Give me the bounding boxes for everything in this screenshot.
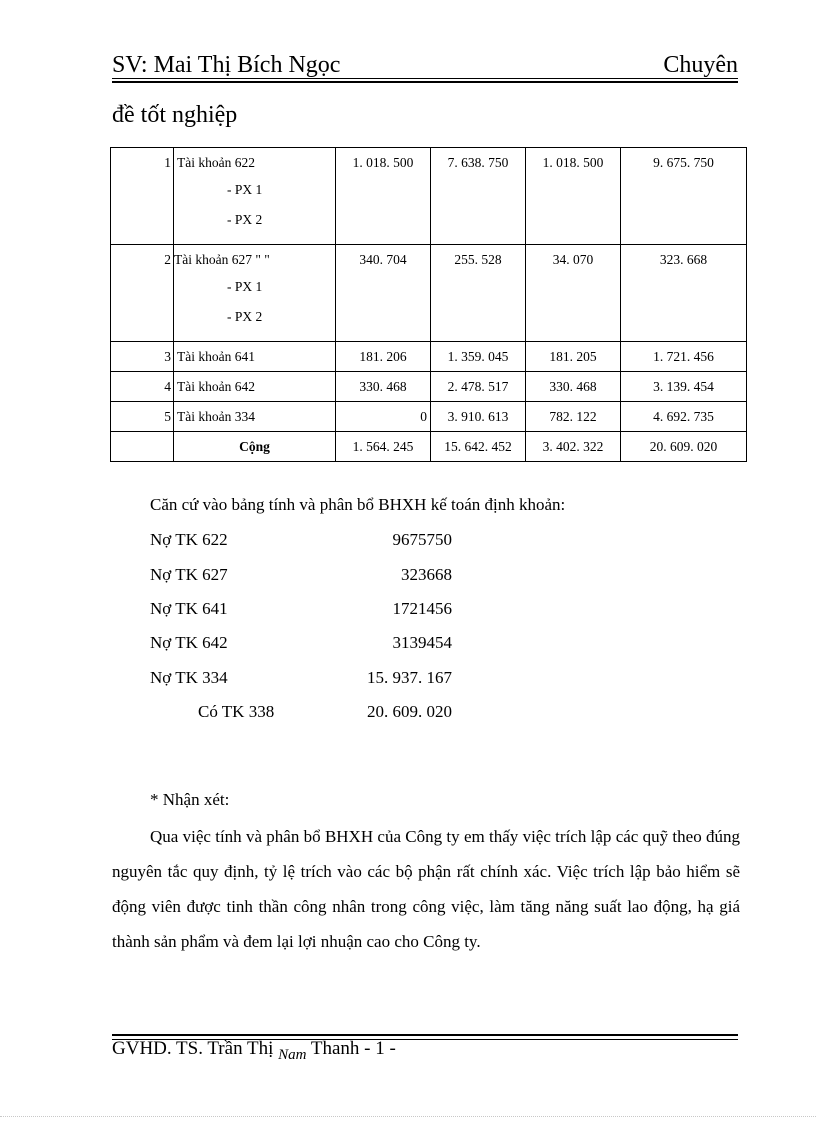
value-cell: 34. 070 xyxy=(526,245,621,342)
journal-amount: 323668 xyxy=(401,565,452,584)
value-cell: 330. 468 xyxy=(336,372,431,402)
account-cell xyxy=(174,245,336,342)
value-cell: 1. 018. 500 xyxy=(336,148,431,245)
table-row xyxy=(111,402,747,432)
footer-rule-thick xyxy=(112,1034,738,1036)
journal-account: Nợ TK 642 xyxy=(150,633,228,652)
footer-page-label: Thanh - 1 - xyxy=(310,1038,396,1059)
remarks-heading: * Nhận xét: xyxy=(150,790,230,809)
footer-supervisor: GVHD. TS. Trần Thị xyxy=(112,1038,274,1059)
table-row xyxy=(111,342,747,372)
value-cell: 255. 528 xyxy=(431,245,526,342)
empty-cell xyxy=(111,432,174,462)
row-number: 1 xyxy=(111,148,174,245)
account-name: Tài khoản 334 xyxy=(174,402,336,432)
journal-amount: 1721456 xyxy=(392,599,452,618)
value-cell: 3. 402. 322 xyxy=(526,432,621,462)
journal-account: Nợ TK 334 xyxy=(150,668,228,687)
value-cell: 181. 206 xyxy=(336,342,431,372)
value-cell: 3. 910. 613 xyxy=(431,402,526,432)
value-cell: 15. 642. 452 xyxy=(431,432,526,462)
journal-account: Có TK 338 xyxy=(198,702,275,721)
table-row xyxy=(111,245,747,342)
value-cell: 1. 359. 045 xyxy=(431,342,526,372)
journal-account: Nợ TK 622 xyxy=(150,530,228,549)
total-value-cell: 4. 692. 735 xyxy=(621,402,747,432)
account-cell xyxy=(174,148,336,245)
journal-intro: Căn cứ vào bảng tính và phân bổ BHXH kế toán định khoản: xyxy=(150,495,566,514)
total-value-cell: 1. 721. 456 xyxy=(621,342,747,372)
bhxh-allocation-table xyxy=(110,147,747,462)
value-cell: 181. 205 xyxy=(526,342,621,372)
value-cell: 1. 564. 245 xyxy=(336,432,431,462)
header-rule xyxy=(112,78,738,79)
header-student-name: SV: Mai Thị Bích Ngọc xyxy=(112,52,341,78)
total-value-cell: 3. 139. 454 xyxy=(621,372,747,402)
header-title-continuation: đề tốt nghiệp xyxy=(112,102,238,128)
header-title-start: Chuyên xyxy=(663,52,738,78)
page-edge xyxy=(0,1116,816,1117)
page-footer xyxy=(112,1038,396,1063)
row-number: 4 xyxy=(111,372,174,402)
header-rule-thick xyxy=(112,81,738,83)
total-label: Cộng xyxy=(174,432,336,462)
value-cell: 0 xyxy=(336,402,431,432)
account-name: Tài khoản 627 " " xyxy=(174,252,270,267)
value-cell: 330. 468 xyxy=(526,372,621,402)
remarks-paragraph xyxy=(112,819,740,959)
value-cell: 7. 638. 750 xyxy=(431,148,526,245)
sub-item: - PX 2 xyxy=(227,309,263,324)
value-cell: 340. 704 xyxy=(336,245,431,342)
total-value-cell: 9. 675. 750 xyxy=(621,148,747,245)
sub-item: - PX 2 xyxy=(227,212,263,227)
table-row xyxy=(111,148,747,245)
remarks-text: Qua việc tính và phân bổ BHXH của Công ty em thấy việc trích lập các quỹ theo đúng nguyên tắc quy định, tỷ lệ trích vào các bộ phận rất chính xác. Việc trích lập bảo hiểm sẽ động viên được tinh thần công nhân trong công việc, làm tăng năng suất lao động, hạ giá thành sản phẩm và đem lại lợi nhuận cao cho Công ty. xyxy=(112,827,740,951)
total-value-cell: 323. 668 xyxy=(621,245,747,342)
account-name: Tài khoản 642 xyxy=(174,372,336,402)
row-number: 5 xyxy=(111,402,174,432)
table-row xyxy=(111,372,747,402)
sub-item: - PX 1 xyxy=(227,279,263,294)
sub-item: - PX 1 xyxy=(227,182,263,197)
journal-account: Nợ TK 641 xyxy=(150,599,228,618)
value-cell: 782. 122 xyxy=(526,402,621,432)
journal-amount: 3139454 xyxy=(392,633,452,652)
journal-amount: 15. 937. 167 xyxy=(367,668,452,687)
footer-script-name: Nam xyxy=(278,1047,307,1063)
journal-amount: 9675750 xyxy=(392,530,452,549)
journal-account: Nợ TK 627 xyxy=(150,565,228,584)
account-name: Tài khoản 622 xyxy=(177,155,255,170)
value-cell: 1. 018. 500 xyxy=(526,148,621,245)
journal-amount: 20. 609. 020 xyxy=(367,702,452,721)
value-cell: 2. 478. 517 xyxy=(431,372,526,402)
row-number: 3 xyxy=(111,342,174,372)
row-number: 2 xyxy=(111,245,174,342)
table-total-row xyxy=(111,432,747,462)
total-value-cell: 20. 609. 020 xyxy=(621,432,747,462)
account-name: Tài khoản 641 xyxy=(174,342,336,372)
